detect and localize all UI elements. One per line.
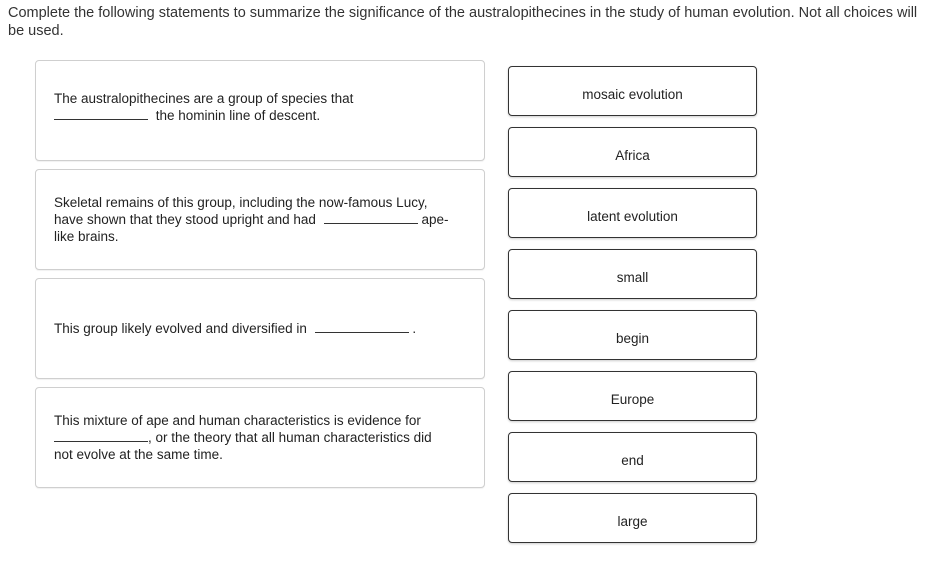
choice-africa[interactable]	[508, 127, 757, 177]
statement-4-after: , or the theory that all human characteristics did not evolve at the same time.	[54, 430, 432, 462]
choice-label: Africa	[615, 148, 650, 163]
choice-begin[interactable]	[508, 310, 757, 360]
blank-3[interactable]	[315, 322, 409, 333]
blank-1[interactable]	[54, 109, 148, 120]
choice-end[interactable]	[508, 432, 757, 482]
statement-1-box[interactable]	[35, 60, 485, 161]
choice-label: end	[621, 453, 644, 468]
statement-2-box[interactable]	[35, 169, 485, 270]
choice-label: large	[617, 514, 648, 529]
choice-label: mosaic evolution	[582, 87, 683, 102]
statement-1-before: The australopithecines are a group of species that	[54, 90, 354, 106]
instructions-text: Complete the following statements to summarize the significance of the australopithecines in the study of human evolution. Not all choices will be used.	[8, 5, 918, 39]
blank-2[interactable]	[324, 213, 418, 224]
statement-2-after: ape-like brains.	[54, 212, 449, 244]
statement-1-after: the hominin line of descent.	[155, 107, 321, 123]
choice-small[interactable]	[508, 249, 757, 299]
choice-label: begin	[615, 331, 650, 346]
choice-europe[interactable]	[508, 371, 757, 421]
choice-large[interactable]	[508, 493, 757, 543]
blank-4[interactable]	[54, 431, 148, 442]
choice-label: latent evolution	[587, 209, 678, 224]
choice-latent-evolution[interactable]	[508, 188, 757, 238]
statement-3-box[interactable]	[35, 278, 485, 379]
choice-label: Europe	[610, 392, 655, 407]
choice-label: small	[616, 270, 649, 285]
statement-4-before: This mixture of ape and human characteristics is evidence for	[54, 413, 421, 428]
statement-3-after: .	[412, 321, 417, 336]
statement-4-box[interactable]	[35, 387, 485, 488]
statement-2-before: Skeletal remains of this group, including the now-famous Lucy, have shown that they stood upright and had	[54, 195, 428, 227]
choice-mosaic-evolution[interactable]	[508, 66, 757, 116]
statement-3-before: This group likely evolved and diversified in	[54, 321, 307, 336]
